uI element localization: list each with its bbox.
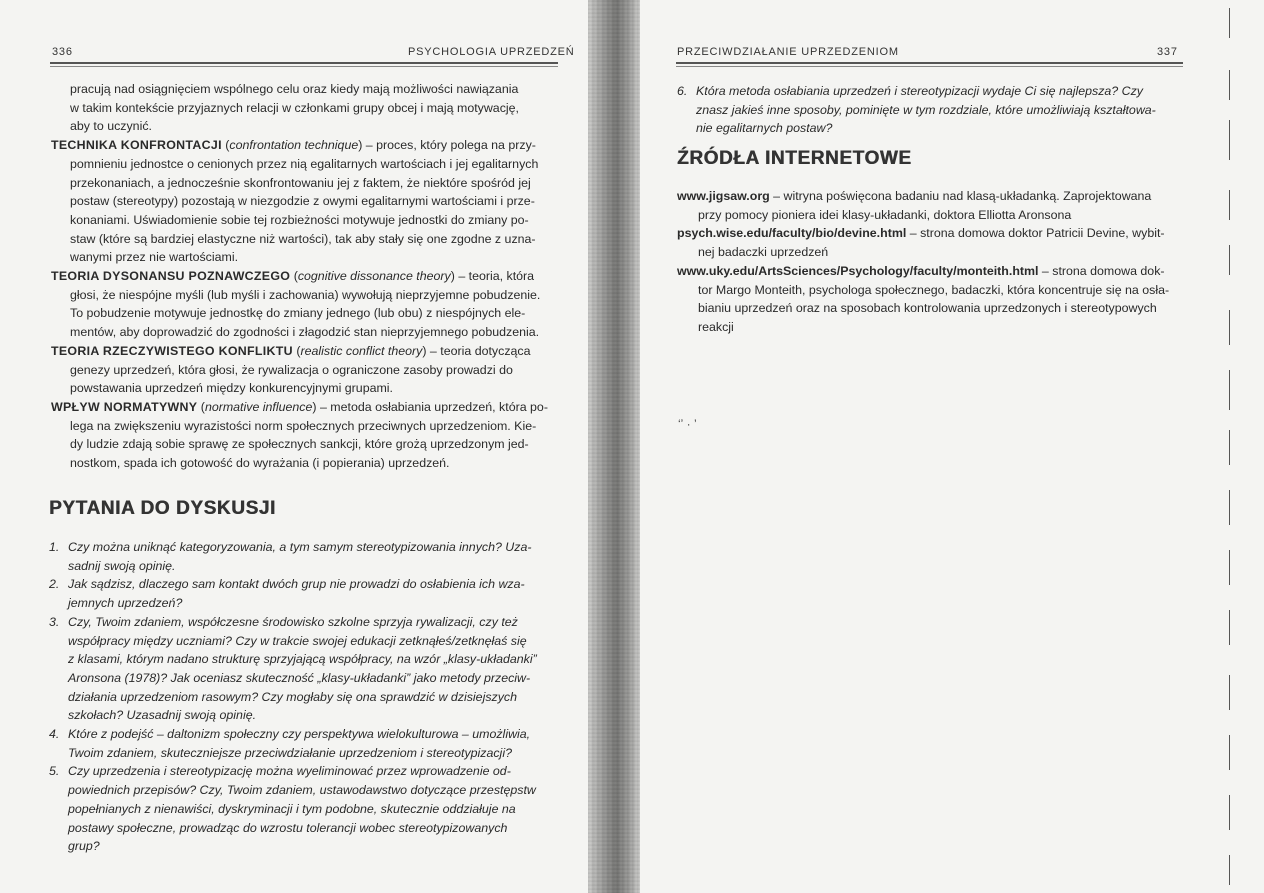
discussion-question — [49, 762, 557, 856]
glossary-term: TEORIA DYSONANSU POZNAWCZEGO — [51, 269, 291, 284]
glossary-term-line — [51, 342, 557, 361]
source-description-line: nej badaczki uprzedzeń — [698, 245, 829, 260]
edge-mark — [1229, 430, 1234, 465]
edge-mark — [1229, 190, 1234, 220]
discussion-question — [49, 725, 557, 762]
question-text — [68, 762, 557, 856]
intro-line: pracują nad osiągnięciem wspólnego celu oraz kiedy mają możliwości nawiązania — [70, 82, 519, 96]
source-url: psych.wise.edu/faculty/bio/devine.html — [677, 226, 907, 241]
right-running-title: PRZECIWDZIAŁANIE UPRZEDZENIOM — [677, 46, 899, 58]
right-page-number: 337 — [1157, 46, 1178, 58]
definition-line: głosi, że niespójne myśli (lub myśli i zachowania) wywołują nieprzyjemne pobudzenie. — [70, 287, 541, 302]
source-description-line: przy pomocy pioniera idei klasy-układanki, doktora Elliotta Aronsona — [698, 207, 1072, 222]
definition-line: pomnieniu jednostce o cenionych przez nią egalitarnych wartościach i jej egalitarnych — [70, 156, 539, 171]
discussion-questions — [49, 538, 557, 856]
source-url: www.uky.edu/ArtsSciences/Psychology/faculty/monteith.html — [677, 263, 1039, 278]
question-text — [68, 538, 557, 575]
question-line: szkołach? Uzasadnij swoją opinię. — [68, 708, 257, 723]
source-description-line: tor Margo Monteith, psychologa społecznego, badaczki, która koncentruje się na osła- — [698, 282, 1170, 297]
left-running-title: PSYCHOLOGIA UPRZEDZEŃ — [408, 46, 575, 58]
question-text — [68, 575, 557, 612]
left-page — [0, 0, 590, 893]
discussion-question — [49, 538, 557, 575]
edge-mark — [1229, 8, 1234, 38]
edge-mark — [1229, 310, 1234, 345]
definition-line: przekonaniach, a jednocześnie skonfrontowaniu jej z faktem, że niektóre spośród jej — [70, 175, 531, 190]
definition-line: lega na zwiększeniu wyrazistości norm społecznych przeciwnych uprzedzeniom. Kie- — [70, 418, 537, 433]
left-header-rule — [50, 62, 558, 64]
glossary-english-term: confrontation technique — [229, 138, 359, 153]
discussion-question — [49, 613, 557, 725]
definition-line: To pobudzenie motywuje jednostkę do zmiany jednego (lub obu) z niespójnych ele- — [70, 306, 526, 321]
source-first-line — [677, 262, 1183, 281]
glossary-entry — [51, 398, 557, 473]
glossary-english-term: normative influence — [204, 399, 313, 414]
question-text — [696, 82, 1183, 138]
glossary-term: TEORIA RZECZYWISTEGO KONFLIKTU — [51, 343, 293, 358]
definition-line: ) – metoda osłabiania uprzedzeń, która po- — [312, 399, 548, 414]
question-line: Czy uprzedzenia i stereotypizację można wyeliminować przez wprowadzenie od- — [68, 764, 511, 779]
question-line: działania uprzedzeniom rasowym? Czy mogłaby się ona sprawdzić w dzisiejszych — [68, 689, 518, 704]
intro-line: w takim kontekście przyjaznych relacji w członkami grupy obcej i mają motywację, — [70, 100, 519, 115]
glossary-term-line — [51, 267, 557, 286]
sources-heading: ŹRÓDŁA INTERNETOWE — [677, 148, 912, 169]
edge-mark — [1229, 70, 1234, 100]
glossary-english-term: cognitive dissonance theory — [297, 269, 451, 284]
source-url: www.jigsaw.org — [677, 189, 770, 203]
definition-line: wanymi przez nie wartościami. — [70, 250, 239, 265]
glossary-entry — [51, 267, 557, 342]
glossary-block — [51, 80, 557, 473]
paren-open: ( — [221, 138, 230, 153]
edge-mark — [1229, 370, 1234, 410]
glossary-term: TECHNIKA KONFRONTACJI — [51, 138, 222, 153]
question-line: powiednich przepisów? Czy, Twoim zdaniem, ustawodawstwo dotyczące przestępstw — [68, 783, 536, 798]
definition-line: staw (które są bardziej elastyczne niż wartości), tak aby stały się one zgodne z uzna- — [70, 231, 536, 246]
definition-line: postaw (stereotypy) pozostają w niezgodzie z owymi egalitarnymi wartościami i prze- — [70, 194, 535, 209]
stray-ink-marks: ‘ʼ · ’ — [678, 417, 697, 431]
paren-open: ( — [197, 399, 205, 414]
source-description-line: – witryna poświęcona badaniu nad klasą-układanką. Zaprojektowana — [769, 189, 1152, 203]
glossary-term: WPŁYW NORMATYWNY — [51, 399, 198, 414]
right-header-rule-thin — [676, 66, 1183, 67]
source-description-line: reakcji — [698, 319, 734, 334]
glossary-entry — [51, 136, 557, 267]
definition-line: ) – teoria dotycząca — [422, 343, 531, 358]
question-text — [68, 725, 557, 762]
definition-line: genezy uprzedzeń, która głosi, że rywalizacja o ograniczone zasoby prowadzi do — [70, 362, 513, 377]
source-entry — [677, 224, 1183, 261]
question-line: postawy społeczne, prowadząc do wzrostu tolerancji wobec stereotypizowanych — [68, 820, 508, 835]
question-line: grup? — [68, 839, 100, 854]
glossary-term-line — [51, 398, 557, 417]
paren-open: ( — [292, 343, 301, 358]
definition-line: ) – teoria, która — [450, 269, 535, 284]
question-number: 6. — [677, 84, 688, 98]
question-line: Które z podejść – daltonizm społeczny czy perspektywa wielokulturowa – umożliwia, — [68, 727, 531, 742]
question-line: znasz jakieś inne sposoby, pominięte w tym rozdziale, które umożliwiają kształtowa- — [696, 102, 1156, 117]
question-line: jemnych uprzedzeń? — [68, 596, 183, 611]
source-description-line: – strona domowa doktor Patricii Devine, wybit- — [906, 226, 1165, 241]
question-line: Aronsona (1978)? Jak oceniasz skuteczność „klasy-układanki” jako metody przeciw- — [68, 670, 531, 685]
left-page-number: 336 — [52, 46, 73, 58]
definition-line: powstawania uprzedzeń między konkurencyjnymi grupami. — [70, 381, 393, 396]
internet-sources — [677, 187, 1183, 337]
source-entry — [677, 262, 1183, 337]
edge-mark — [1229, 245, 1234, 275]
glossary-english-term: realistic conflict theory — [300, 343, 423, 358]
glossary-term-line — [51, 136, 557, 155]
edge-mark — [1229, 855, 1234, 885]
question-number: 5. — [49, 764, 60, 779]
book-spine-gutter — [588, 0, 640, 893]
right-header-rule — [676, 62, 1183, 64]
edge-mark — [1229, 120, 1234, 160]
intro-line: aby to uczynić. — [70, 119, 152, 134]
question-line: popełnianych z nienawiści, dyskryminacji i tym podobne, skutecznie oddziałuje na — [68, 801, 516, 816]
edge-mark — [1229, 675, 1234, 710]
question-line: Czy można uniknąć kategoryzowania, a tym samym stereotypizowania innych? Uza- — [68, 540, 532, 554]
paren-open: ( — [290, 269, 298, 284]
source-entry — [677, 187, 1183, 224]
question-number: 4. — [49, 727, 60, 742]
question-line: współpracy między uczniami? Czy w trakcie swojej edukacji zetknąłeś/zetknęłaś się — [68, 633, 527, 648]
edge-mark — [1229, 610, 1234, 645]
source-description-line: – strona domowa dok- — [1038, 263, 1165, 278]
definition-line: mentów, aby doprowadzić do zgodności i złagodzić stan nieprzyjemnego pobudzenia. — [70, 325, 540, 340]
definition-line: nostkom, spada ich gotowość do wyrażania (i popierania) uprzedzeń. — [70, 456, 450, 471]
discussion-question — [49, 575, 557, 612]
source-first-line — [677, 187, 1183, 206]
question-number: 2. — [49, 577, 60, 592]
question-line: sadnij swoją opinię. — [68, 558, 176, 573]
question-6 — [677, 82, 1183, 138]
definition-line: dy ludzie zdają sobie sprawę ze społecznych sankcji, które grożą uprzedzonym jed- — [70, 437, 529, 452]
discussion-heading: PYTANIA DO DYSKUSJI — [49, 498, 276, 519]
question-line: Czy, Twoim zdaniem, współczesne środowisko szkolne sprzyja rywalizacji, czy też — [68, 614, 518, 629]
edge-mark — [1229, 795, 1234, 830]
question-number: 3. — [49, 614, 60, 629]
discussion-question — [677, 82, 1183, 138]
question-text — [68, 613, 557, 725]
edge-mark — [1229, 550, 1234, 585]
left-header-rule-thin — [50, 66, 558, 67]
right-page — [640, 0, 1240, 893]
question-line: Twoim zdaniem, skuteczniejsze przeciwdziałanie uprzedzeniom i stereotypizacji? — [68, 745, 512, 760]
source-first-line — [677, 224, 1183, 243]
glossary-entry — [51, 342, 557, 398]
question-line: z klasami, którym nadano strukturę sprzyjającą współpracy, na wzór „klasy-układanki” — [68, 652, 537, 667]
source-description-line: bianiu uprzedzeń oraz na sposobach kontrolowania uprzedzonych i stereotypowych — [698, 301, 1157, 316]
question-line: nie egalitarnych postaw? — [696, 121, 833, 136]
edge-mark — [1229, 490, 1234, 525]
question-line: Która metoda osłabiania uprzedzeń i stereotypizacji wydaje Ci się najlepsza? Czy — [696, 84, 1143, 98]
question-line: Jak sądzisz, dlaczego sam kontakt dwóch grup nie prowadzi do osłabienia ich wza- — [68, 577, 525, 592]
definition-line: ) – proces, który polega na przy- — [358, 138, 536, 153]
question-number: 1. — [49, 540, 60, 554]
definition-line: konaniami. Uświadomienie sobie tej rozbieżności motywuje jednostki do zmiany po- — [70, 212, 529, 227]
edge-mark — [1229, 735, 1234, 770]
